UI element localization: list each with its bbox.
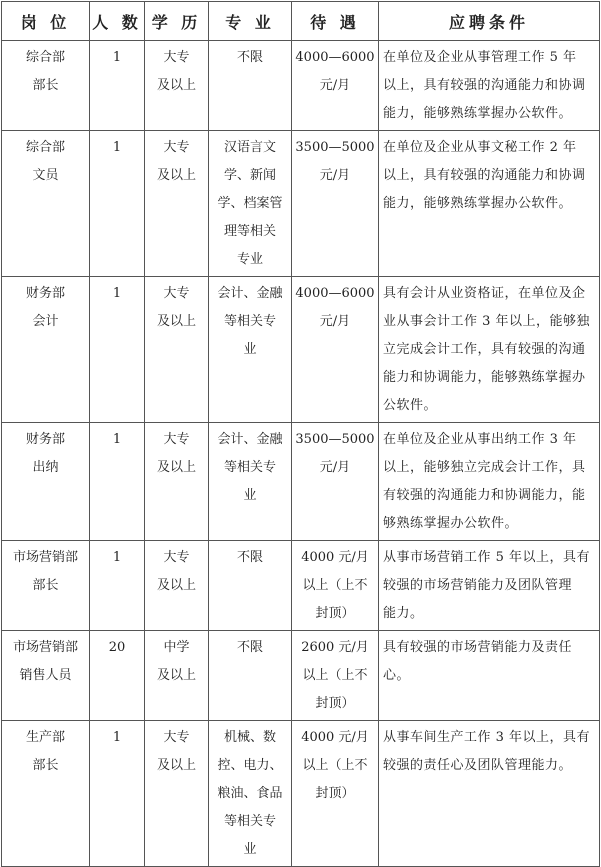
cell-count-value: 1 <box>112 140 122 155</box>
header-requirements: 应聘条件 <box>379 2 600 41</box>
cell-post-line: 生产部 <box>25 730 65 745</box>
cell-requirements-line: 有较强的沟通能力和协调能力，能 <box>383 488 586 503</box>
cell-requirements-line: 能力，能够熟练掌握办公软件。 <box>383 196 573 211</box>
cell-count <box>90 631 145 721</box>
header-row <box>2 2 600 41</box>
cell-post-line: 文员 <box>32 168 59 183</box>
cell-education-line: 及以上 <box>156 460 196 475</box>
cell-post <box>2 423 90 541</box>
cell-post-line: 市场营销部 <box>12 550 78 565</box>
header-pay: 待 遇 <box>292 2 379 41</box>
cell-major <box>209 631 292 721</box>
cell-education <box>145 131 209 277</box>
cell-major <box>209 423 292 541</box>
header-count: 人 数 <box>90 2 145 41</box>
cell-major-line: 控、电力、 <box>217 758 283 773</box>
cell-pay-line: 元/月 <box>319 168 351 183</box>
cell-pay-line: 元/月 <box>319 314 351 329</box>
cell-requirements <box>379 41 600 131</box>
cell-major-line: 等相关专 <box>223 814 276 829</box>
cell-count <box>90 41 145 131</box>
cell-post <box>2 131 90 277</box>
cell-education <box>145 277 209 423</box>
cell-count-value: 1 <box>112 550 122 565</box>
cell-pay <box>292 721 379 867</box>
cell-pay-line: 4000—6000 <box>295 50 375 65</box>
cell-post-line: 财务部 <box>25 286 65 301</box>
cell-major-line: 业 <box>243 842 257 857</box>
cell-education-line: 大专 <box>163 432 190 447</box>
cell-requirements <box>379 423 600 541</box>
cell-major <box>209 131 292 277</box>
cell-post-line: 部长 <box>32 758 59 773</box>
cell-count-value: 1 <box>112 432 122 447</box>
cell-major-line: 业 <box>243 488 257 503</box>
cell-requirements-line: 较强的市场营销能力及团队管理 <box>383 578 573 593</box>
cell-major-line: 等相关专 <box>223 460 276 475</box>
cell-major-line: 粮油、食品 <box>217 786 283 801</box>
cell-education-line: 及以上 <box>156 668 196 683</box>
cell-post-line: 部长 <box>32 78 59 93</box>
cell-major <box>209 41 292 131</box>
cell-requirements-line: 业从事会计工作 3 年以上，能够独 <box>383 314 591 329</box>
cell-pay-line: 3500—5000 <box>295 140 375 155</box>
table-row <box>2 541 600 631</box>
cell-pay <box>292 277 379 423</box>
cell-education-line: 大专 <box>163 730 190 745</box>
cell-education <box>145 423 209 541</box>
cell-education-line: 大专 <box>163 50 190 65</box>
cell-count <box>90 277 145 423</box>
cell-major-line: 不限 <box>236 640 263 655</box>
cell-requirements-line: 公软件。 <box>383 398 438 413</box>
cell-pay-line: 4000—6000 <box>295 286 375 301</box>
cell-requirements-line: 能力和协调能力，能够熟练掌握办 <box>383 370 586 385</box>
cell-requirements-line: 以上，具有较强的沟通能力和协调 <box>383 78 586 93</box>
cell-requirements-line: 立完成会计工作，具有较强的沟通 <box>383 342 586 357</box>
cell-post <box>2 41 90 131</box>
cell-count <box>90 721 145 867</box>
cell-post-line: 销售人员 <box>19 668 72 683</box>
table-row <box>2 277 600 423</box>
table-row <box>2 131 600 277</box>
cell-requirements-line: 在单位及企业从事出纳工作 3 年 <box>383 432 577 447</box>
cell-major-line: 不限 <box>236 50 263 65</box>
cell-pay-line: 封顶） <box>315 696 355 711</box>
cell-education <box>145 41 209 131</box>
cell-requirements <box>379 631 600 721</box>
cell-education-line: 中学 <box>163 640 190 655</box>
cell-education-line: 及以上 <box>156 578 196 593</box>
cell-pay-line: 元/月 <box>319 78 351 93</box>
cell-major-line: 会计、金融 <box>217 432 283 447</box>
cell-count-value: 20 <box>108 640 126 655</box>
cell-pay-line: 以上（上不 <box>302 578 368 593</box>
cell-pay-line: 4000 元/月 <box>301 730 369 745</box>
cell-pay <box>292 631 379 721</box>
cell-post-line: 出纳 <box>32 460 59 475</box>
cell-requirements-line: 较强的责任心及团队管理能力。 <box>383 758 573 773</box>
cell-major-line: 理等相关 <box>223 224 276 239</box>
header-major: 专 业 <box>209 2 292 41</box>
cell-post-line: 综合部 <box>25 140 65 155</box>
cell-post-line: 市场营销部 <box>12 640 78 655</box>
cell-major-line: 会计、金融 <box>217 286 283 301</box>
cell-pay <box>292 423 379 541</box>
cell-requirements-line: 能力。 <box>383 606 424 621</box>
table-row <box>2 631 600 721</box>
recruitment-table <box>1 1 600 867</box>
cell-post <box>2 277 90 423</box>
cell-post <box>2 541 90 631</box>
header-education: 学 历 <box>145 2 209 41</box>
cell-major-line: 业 <box>243 342 257 357</box>
cell-education-line: 大专 <box>163 286 190 301</box>
cell-requirements <box>379 541 600 631</box>
cell-education-line: 及以上 <box>156 758 196 773</box>
cell-education <box>145 631 209 721</box>
cell-major-line: 汉语言文 <box>223 140 276 155</box>
table-row <box>2 41 600 131</box>
recruitment-table-sheet <box>1 1 599 857</box>
cell-count-value: 1 <box>112 730 122 745</box>
table-row <box>2 423 600 541</box>
cell-education-line: 大专 <box>163 550 190 565</box>
cell-pay-line: 2600 元/月 <box>301 640 369 655</box>
cell-requirements-line: 以上，能够独立完成会计工作，具 <box>383 460 586 475</box>
cell-major <box>209 541 292 631</box>
cell-major <box>209 721 292 867</box>
cell-major-line: 等相关专 <box>223 314 276 329</box>
cell-count <box>90 131 145 277</box>
cell-requirements <box>379 131 600 277</box>
cell-major-line: 机械、数 <box>223 730 276 745</box>
cell-education-line: 及以上 <box>156 78 196 93</box>
cell-education <box>145 541 209 631</box>
cell-major-line: 专业 <box>236 252 263 267</box>
cell-pay <box>292 41 379 131</box>
cell-requirements-line: 从事车间生产工作 3 年以上，具有 <box>383 730 591 745</box>
cell-requirements-line: 在单位及企业从事管理工作 5 年 <box>383 50 577 65</box>
cell-count-value: 1 <box>112 286 122 301</box>
cell-pay <box>292 541 379 631</box>
cell-count <box>90 423 145 541</box>
cell-major <box>209 277 292 423</box>
cell-requirements-line: 心。 <box>383 668 411 683</box>
cell-major-line: 学、档案管 <box>217 196 283 211</box>
cell-requirements-line: 以上，具有较强的沟通能力和协调 <box>383 168 586 183</box>
cell-major-line: 不限 <box>236 550 263 565</box>
cell-pay-line: 3500—5000 <box>295 432 375 447</box>
cell-post-line: 综合部 <box>25 50 65 65</box>
cell-requirements-line: 能力，能够熟练掌握办公软件。 <box>383 106 573 121</box>
cell-pay-line: 以上（上不 <box>302 668 368 683</box>
cell-pay-line: 4000 元/月 <box>301 550 369 565</box>
cell-post-line: 部长 <box>32 578 59 593</box>
cell-post-line: 会计 <box>32 314 59 329</box>
cell-post-line: 财务部 <box>25 432 65 447</box>
cell-education <box>145 721 209 867</box>
cell-pay-line: 以上（上不 <box>302 758 368 773</box>
cell-requirements-line: 具有较强的市场营销能力及责任 <box>383 640 573 655</box>
cell-major-line: 学、新闻 <box>223 168 276 183</box>
cell-pay-line: 封顶） <box>315 606 355 621</box>
cell-requirements-line: 在单位及企业从事文秘工作 2 年 <box>383 140 577 155</box>
cell-count <box>90 541 145 631</box>
cell-requirements <box>379 721 600 867</box>
cell-requirements-line: 从事市场营销工作 5 年以上，具有 <box>383 550 591 565</box>
cell-requirements-line: 具有会计从业资格证，在单位及企 <box>383 286 586 301</box>
cell-count-value: 1 <box>112 50 122 65</box>
cell-pay <box>292 131 379 277</box>
cell-education-line: 及以上 <box>156 168 196 183</box>
cell-post <box>2 721 90 867</box>
cell-requirements <box>379 277 600 423</box>
cell-pay-line: 元/月 <box>319 460 351 475</box>
cell-pay-line: 封顶） <box>315 786 355 801</box>
cell-post <box>2 631 90 721</box>
cell-requirements-line: 够熟练掌握办公软件。 <box>383 516 519 531</box>
header-post: 岗 位 <box>2 2 90 41</box>
table-row <box>2 721 600 867</box>
cell-education-line: 大专 <box>163 140 190 155</box>
cell-education-line: 及以上 <box>156 314 196 329</box>
